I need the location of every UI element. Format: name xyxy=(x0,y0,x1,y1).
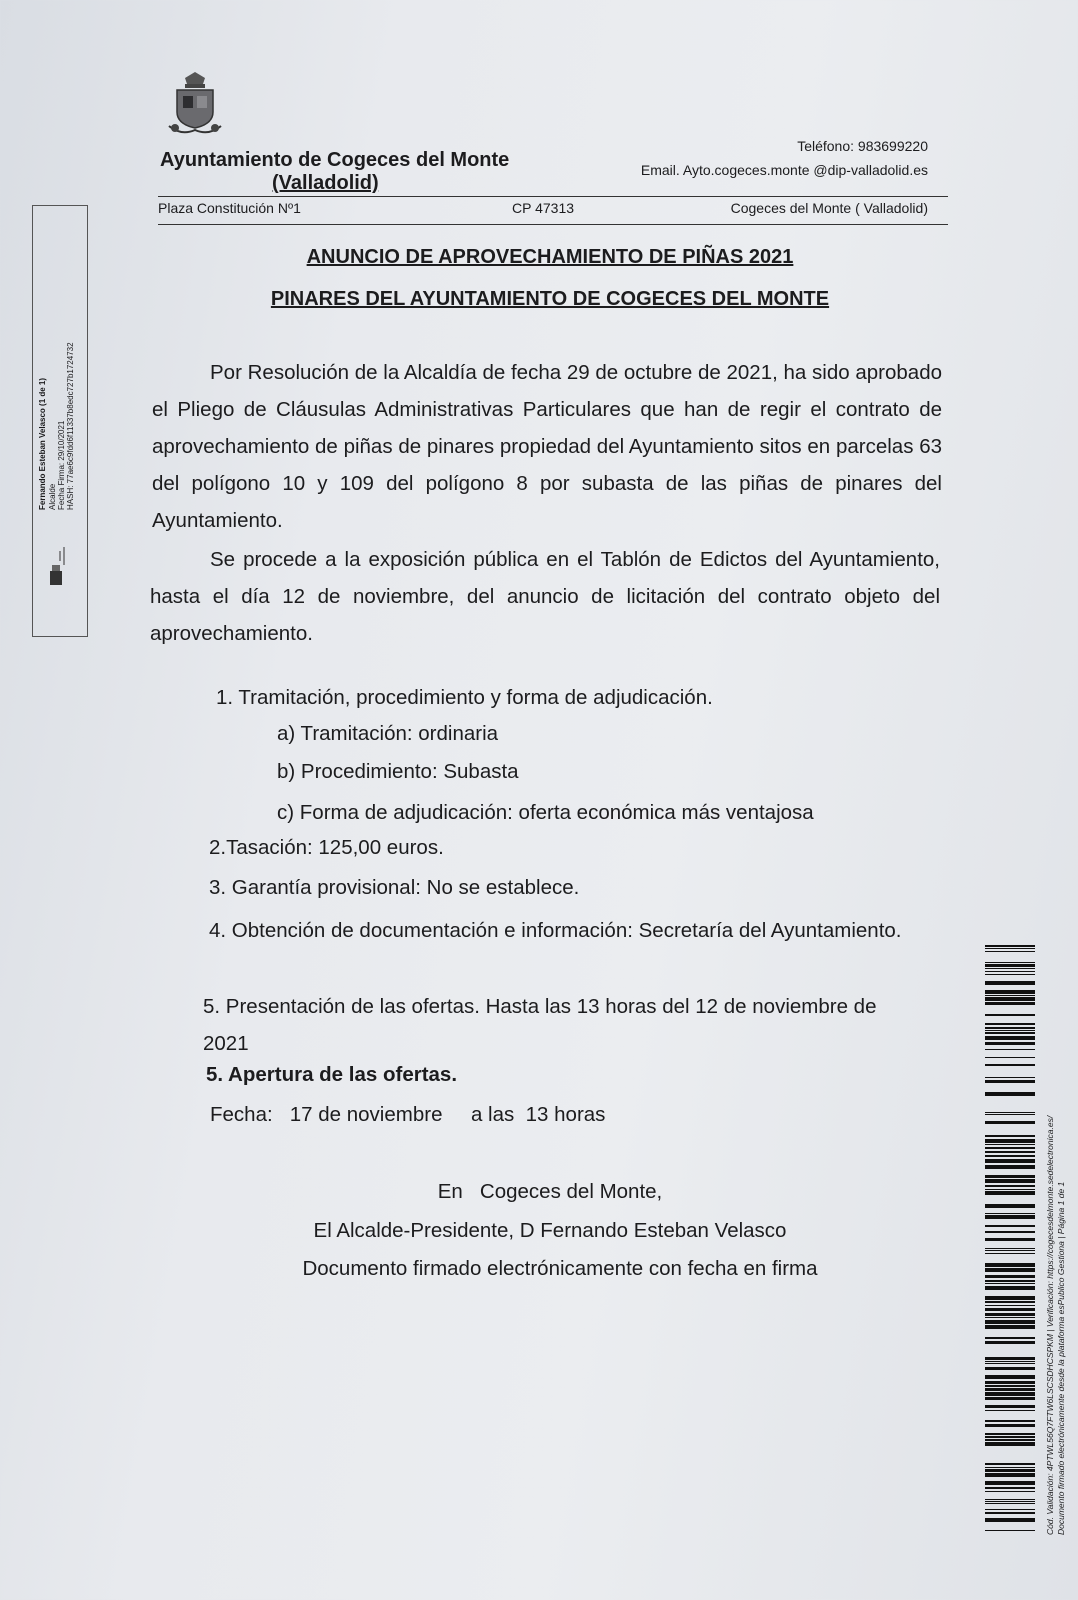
barcode-bar xyxy=(985,1388,1035,1391)
barcode-bar xyxy=(985,1305,1035,1306)
barcode-bar xyxy=(985,1325,1035,1329)
barcode-bar xyxy=(985,1175,1035,1178)
barcode-bar xyxy=(985,1385,1035,1387)
organization-name: Ayuntamiento de Cogeces del Monte xyxy=(160,149,510,171)
barcode-bar xyxy=(985,1231,1035,1233)
validation-text xyxy=(1045,1116,1067,1535)
barcode-bar xyxy=(985,1320,1035,1324)
signature-date: Fecha Firma: 29/10/2021 xyxy=(57,420,66,510)
paragraph-1-text: Por Resolución de la Alcaldía de fecha 29 de octubre de 2021, ha sido aprobado el Pliego de Cláusulas Administrativas Particulares que han de regir el contrato de aprovechamiento de piñas de pinares propiedad del Ayuntamiento sitos en parcelas 63 del polígono 10 y 109 del polígono 8 por subasta de las piñas de pinares del Ayuntamiento. xyxy=(152,361,942,532)
barcode-bar xyxy=(985,1381,1035,1384)
barcode-bar xyxy=(985,1049,1035,1050)
address: Plaza Constitución Nº1 xyxy=(158,200,301,216)
signer: El Alcalde-Presidente, D Fernando Esteban Velasco xyxy=(313,1219,787,1242)
barcode-bar xyxy=(985,1191,1035,1195)
barcode-bar xyxy=(985,1248,1035,1249)
list-item: 2.Tasación: 125,00 euros. xyxy=(209,836,444,859)
barcode-bar xyxy=(985,1185,1035,1187)
seal-icon xyxy=(48,545,68,589)
barcode-bar xyxy=(985,962,1035,963)
list-item: 1. Tramitación, procedimiento y forma de adjudicación. xyxy=(216,686,713,709)
barcode-bar xyxy=(985,1473,1035,1477)
barcode-bar xyxy=(985,1027,1035,1029)
list-item-heading: 5. Apertura de las ofertas. xyxy=(206,1063,458,1086)
validation-barcode xyxy=(985,945,1035,1535)
barcode-bar xyxy=(985,964,1035,967)
barcode-bar xyxy=(985,1501,1035,1502)
barcode-bar xyxy=(985,1042,1035,1045)
barcode-bar xyxy=(985,945,1035,947)
organization-province: (Valladolid) xyxy=(272,172,379,194)
barcode-bar xyxy=(985,1225,1035,1227)
barcode-bar xyxy=(985,1268,1035,1272)
barcode-bar xyxy=(985,1341,1035,1344)
barcode-bar xyxy=(985,1064,1035,1066)
barcode-bar xyxy=(985,1286,1035,1290)
document-title: ANUNCIO DE APROVECHAMIENTO DE PIÑAS 2021 xyxy=(306,246,794,268)
barcode-bar xyxy=(985,1361,1035,1362)
document-subtitle: PINARES DEL AYUNTAMIENTO DE COGECES DEL MONTE xyxy=(270,288,830,310)
body-paragraph-2 xyxy=(150,541,940,652)
barcode-bar xyxy=(985,1439,1035,1441)
validation-line-1: Cód. Validación: 4PTWL56Q7FTW6LSCSDHCSPKM | Verificación: https://cogecesdelmonte.sedelectronica.es/ xyxy=(1045,1115,1055,1535)
list-item: 4. Obtención de documentación e información: Secretaría del Ayuntamiento. xyxy=(209,919,902,942)
body-paragraph-1 xyxy=(152,354,942,539)
barcode-bar xyxy=(985,1092,1035,1096)
locality: Cogeces del Monte ( Valladolid) xyxy=(730,200,928,216)
barcode-bar xyxy=(985,1155,1035,1157)
barcode-bar xyxy=(985,1002,1035,1005)
closing-place: En Cogeces del Monte, xyxy=(437,1180,663,1203)
barcode-bar xyxy=(985,1030,1035,1031)
barcode-bar xyxy=(985,1367,1035,1370)
barcode-bar xyxy=(985,981,1035,985)
barcode-bar xyxy=(985,1469,1035,1472)
barcode-bar xyxy=(985,1491,1035,1492)
list-item: 5. Presentación de las ofertas. Hasta las 13 horas del 12 de noviembre de 2021 xyxy=(203,995,877,1055)
barcode-bar xyxy=(985,1397,1035,1400)
barcode-bar xyxy=(985,1509,1035,1510)
barcode-bar xyxy=(985,1135,1035,1137)
address-divider xyxy=(158,224,948,225)
email-address: Email. Ayto.cogeces.monte @dip-valladolid.es xyxy=(640,162,928,178)
barcode-bar xyxy=(985,1499,1035,1500)
barcode-bar xyxy=(985,1147,1035,1149)
barcode-bar xyxy=(985,1114,1035,1115)
signature-note: Documento firmado electrónicamente con fecha en firma xyxy=(302,1257,818,1280)
list-item: b) Procedimiento: Subasta xyxy=(277,760,519,783)
barcode-bar xyxy=(985,1280,1035,1282)
list-item: 3. Garantía provisional: No se establece. xyxy=(209,876,580,899)
barcode-bar xyxy=(985,1442,1035,1446)
signature-hash: HASH: 77ae6c9fdd6f11337b8edc727b1724732 xyxy=(66,342,75,510)
barcode-bar xyxy=(985,1151,1035,1153)
barcode-bar xyxy=(985,971,1035,972)
barcode-bar xyxy=(985,974,1035,975)
barcode-bar xyxy=(985,1250,1035,1251)
barcode-bar xyxy=(985,948,1035,949)
barcode-bar xyxy=(985,1308,1035,1311)
barcode-bar xyxy=(985,1410,1035,1411)
barcode-bar xyxy=(985,1420,1035,1422)
barcode-bar xyxy=(985,1077,1035,1078)
list-item: Fecha: 17 de noviembre a las 13 horas xyxy=(210,1103,606,1126)
barcode-bar xyxy=(985,1165,1035,1169)
barcode-bar xyxy=(985,1036,1035,1040)
barcode-bar xyxy=(985,1283,1035,1284)
barcode-bar xyxy=(985,1433,1035,1435)
paragraph-2-text: Se procede a la exposición pública en el Tablón de Edictos del Ayuntamiento, hasta el día 12 de noviembre, del anuncio de licitación del contrato objeto del aprovechamiento. xyxy=(150,548,940,645)
barcode-bar xyxy=(985,1424,1035,1427)
municipal-crest-icon xyxy=(163,70,227,140)
barcode-bar xyxy=(985,1121,1035,1124)
barcode-bar xyxy=(985,1313,1035,1316)
barcode-bar xyxy=(985,1189,1035,1190)
barcode-bar xyxy=(985,1215,1035,1219)
barcode-bar xyxy=(985,1253,1035,1254)
barcode-bar xyxy=(985,1503,1035,1504)
barcode-bar xyxy=(985,1112,1035,1113)
barcode-bar xyxy=(985,995,1035,996)
barcode-bar xyxy=(985,1263,1035,1267)
barcode-bar xyxy=(985,1023,1035,1025)
barcode-bar xyxy=(985,1057,1035,1058)
barcode-bar xyxy=(985,1518,1035,1522)
barcode-bar xyxy=(985,1296,1035,1300)
barcode-bar xyxy=(985,1405,1035,1408)
barcode-bar xyxy=(985,1530,1035,1531)
barcode-bar xyxy=(985,1032,1035,1034)
validation-line-2: Documento firmado electrónicamente desde la plataforma esPublico Gestiona | Página 1 de 1 xyxy=(1056,1181,1066,1535)
barcode-bar xyxy=(985,990,1035,994)
barcode-bar xyxy=(985,1463,1035,1465)
barcode-bar xyxy=(985,968,1035,969)
barcode-bar xyxy=(985,997,1035,1001)
barcode-bar xyxy=(985,1487,1035,1489)
header-divider xyxy=(158,196,948,197)
barcode-bar xyxy=(985,1512,1035,1514)
barcode-bar xyxy=(985,1080,1035,1083)
barcode-bar xyxy=(985,1204,1035,1208)
list-item: c) Forma de adjudicación: oferta económica más ventajosa xyxy=(277,801,814,824)
barcode-bar xyxy=(985,1337,1035,1339)
barcode-bar xyxy=(985,1144,1035,1145)
barcode-bar xyxy=(985,1375,1035,1379)
barcode-bar xyxy=(985,1238,1035,1241)
postal-code: CP 47313 xyxy=(512,200,575,216)
barcode-bar xyxy=(985,1357,1035,1360)
list-item: a) Tramitación: ordinaria xyxy=(277,722,499,745)
barcode-bar xyxy=(985,1179,1035,1183)
barcode-bar xyxy=(985,1275,1035,1278)
barcode-bar xyxy=(985,1392,1035,1396)
barcode-bar xyxy=(985,1436,1035,1438)
barcode-bar xyxy=(985,1213,1035,1214)
barcode-bar xyxy=(985,1467,1035,1468)
barcode-bar xyxy=(985,1139,1035,1143)
barcode-bar xyxy=(985,1301,1035,1303)
barcode-bar xyxy=(985,1014,1035,1016)
barcode-bar xyxy=(985,951,1035,952)
barcode-bar xyxy=(985,1317,1035,1318)
barcode-bar xyxy=(985,1159,1035,1163)
barcode-bar xyxy=(985,1481,1035,1485)
barcode-bar xyxy=(985,1363,1035,1364)
signature-role: Alcalde xyxy=(48,483,57,510)
signature-name: Fernando Esteban Velasco (1 de 1) xyxy=(38,377,47,510)
phone-number: Teléfono: 983699220 xyxy=(797,138,928,154)
